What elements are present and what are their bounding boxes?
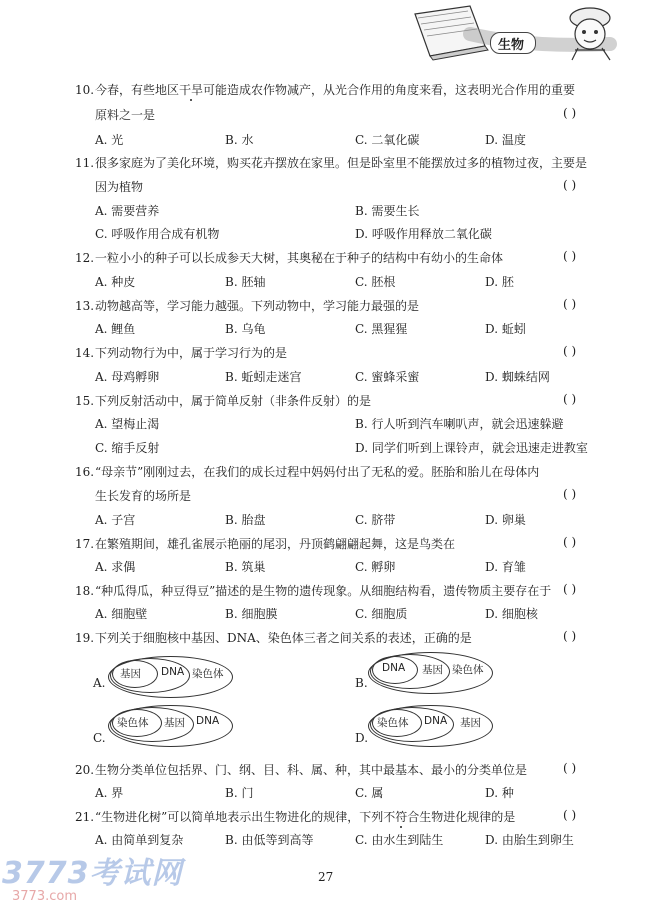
question-text: “生物进化树”可以简单地表示出生物进化的规律，下列 xyxy=(95,810,384,824)
mascot-icon xyxy=(560,4,622,62)
option-b[interactable]: B. 由低等到高等 xyxy=(225,833,314,847)
answer-bracket[interactable]: ( ) xyxy=(563,178,577,192)
question-text: 生物分类单位包括界、门、纲、目、科、属、种，其中最基本、最小的分类单位是 xyxy=(95,763,528,777)
option-c[interactable]: C. 由水生到陆生 xyxy=(355,833,444,847)
option-d[interactable]: D. 蚯蚓 xyxy=(485,322,526,336)
option-d[interactable]: D. 由胎生到卵生 xyxy=(485,833,574,847)
answer-bracket[interactable]: ( ) xyxy=(563,344,577,358)
question-number: 19. xyxy=(75,631,95,645)
question-text: “母亲节”刚刚过去，在我们的成长过程中妈妈付出了无私的爱。胚胎和胎儿在母体内 xyxy=(95,465,540,479)
answer-bracket[interactable]: ( ) xyxy=(563,808,577,822)
question-18 xyxy=(75,582,615,599)
question-number: 13. xyxy=(75,299,95,313)
option-c[interactable]: C. 孵卵 xyxy=(355,560,396,574)
question-number: 11. xyxy=(75,156,95,170)
question-17 xyxy=(75,535,615,552)
watermark xyxy=(2,858,183,904)
question-number: 15. xyxy=(75,394,95,408)
option-a[interactable]: A. 需要营养 xyxy=(95,204,160,218)
option-b[interactable]: B. 水 xyxy=(225,133,254,147)
answer-bracket[interactable]: ( ) xyxy=(563,392,577,406)
option-a[interactable]: A. 望梅止渴 xyxy=(95,417,160,431)
label-middle: DNA xyxy=(424,715,448,727)
option-a[interactable]: A. 细胞壁 xyxy=(95,607,148,621)
question-text: 可能造成农作物减产，从光合作用的角度来看，这表明光合作用的重要 xyxy=(203,83,576,97)
label-inner: 染色体 xyxy=(117,717,149,729)
option-d[interactable]: D. 温度 xyxy=(485,133,526,147)
question-text: “种瓜得瓜，种豆得豆”描述的是生物的遗传现象。从细胞结构看，遗传物质主要存在于 xyxy=(95,584,552,598)
option-a[interactable]: A. 由简单到复杂 xyxy=(95,833,184,847)
option-d[interactable]: D. 呼吸作用释放二氧化碳 xyxy=(355,227,492,241)
option-b[interactable]: B. 胚轴 xyxy=(225,275,266,289)
option-d[interactable]: D. 育雏 xyxy=(485,560,526,574)
question-text: 一粒小小的种子可以长成参天大树，其奥秘在于种子的结构中有幼小的生命体 xyxy=(95,251,504,265)
question-10-line2: 原料之一是 xyxy=(95,108,156,122)
label-outer: 染色体 xyxy=(452,664,484,676)
question-14 xyxy=(75,344,615,361)
question-number: 10. xyxy=(75,83,95,97)
option-b[interactable]: B. 门 xyxy=(225,786,254,800)
question-11 xyxy=(75,154,615,171)
option-d[interactable]: D. 胚 xyxy=(485,275,514,289)
option-c[interactable]: C. 蜜蜂采蜜 xyxy=(355,370,420,384)
emphasized-text: 不符合 xyxy=(383,810,420,824)
question-text: 今春，有些地区 xyxy=(95,83,180,97)
label-outer: 染色体 xyxy=(192,668,224,680)
question-text: 下列关于细胞核中基因、DNA、染色体三者之间关系的表述，正确的是 xyxy=(95,631,472,645)
question-number: 17. xyxy=(75,537,95,551)
answer-bracket[interactable]: ( ) xyxy=(563,535,577,549)
option-d[interactable]: D. 细胞核 xyxy=(485,607,538,621)
question-20 xyxy=(75,761,615,778)
diagram-c[interactable] xyxy=(108,705,233,747)
option-c[interactable]: C. 属 xyxy=(355,786,384,800)
option-d[interactable]: D. 种 xyxy=(485,786,514,800)
diagram-a-letter[interactable]: A. xyxy=(93,676,106,690)
diagram-a[interactable] xyxy=(108,656,233,698)
page-number: 27 xyxy=(318,870,334,884)
question-15 xyxy=(75,392,615,409)
question-number: 18. xyxy=(75,584,95,598)
diagram-d-letter[interactable]: D. xyxy=(355,731,369,745)
answer-bracket[interactable]: ( ) xyxy=(563,761,577,775)
question-16-line2: 生长发育的场所是 xyxy=(95,489,192,503)
option-c[interactable]: C. 缩手反射 xyxy=(95,441,160,455)
diagram-d[interactable] xyxy=(368,705,493,747)
diagram-b-letter[interactable]: B. xyxy=(355,676,368,690)
option-c[interactable]: C. 脐带 xyxy=(355,513,396,527)
header-decoration xyxy=(410,4,625,62)
answer-bracket[interactable]: ( ) xyxy=(563,629,577,643)
option-a[interactable]: A. 界 xyxy=(95,786,124,800)
question-number: 21. xyxy=(75,810,95,824)
option-d[interactable]: D. 蜘蛛结网 xyxy=(485,370,550,384)
answer-bracket[interactable]: ( ) xyxy=(563,582,577,596)
option-b[interactable]: B. 需要生长 xyxy=(355,204,420,218)
option-a[interactable]: A. 光 xyxy=(95,133,124,147)
label-middle: 基因 xyxy=(164,717,185,729)
question-19 xyxy=(75,629,615,646)
option-a[interactable]: A. 母鸡孵卵 xyxy=(95,370,160,384)
diagram-b[interactable] xyxy=(368,652,493,694)
label-outer: 基因 xyxy=(460,717,481,729)
question-13 xyxy=(75,297,615,314)
option-c[interactable]: C. 胚根 xyxy=(355,275,396,289)
option-c[interactable]: C. 黑猩猩 xyxy=(355,322,408,336)
option-d[interactable]: D. 同学们听到上课铃声，就会迅速走进教室 xyxy=(355,441,588,455)
question-number: 12. xyxy=(75,251,95,265)
label-outer: DNA xyxy=(196,715,220,727)
question-text: 动物越高等，学习能力越强。下列动物中，学习能力最强的是 xyxy=(95,299,420,313)
option-b[interactable]: B. 行人听到汽车喇叭声，就会迅速躲避 xyxy=(355,417,564,431)
answer-bracket[interactable]: ( ) xyxy=(563,487,577,501)
label-middle: 基因 xyxy=(422,664,443,676)
option-a[interactable]: A. 鲤鱼 xyxy=(95,322,136,336)
question-text: 在繁殖期间，雄孔雀展示艳丽的尾羽，丹顶鹤翩翩起舞，这是鸟类在 xyxy=(95,537,456,551)
answer-bracket[interactable]: ( ) xyxy=(563,249,577,263)
option-b[interactable]: B. 蚯蚓走迷宫 xyxy=(225,370,302,384)
question-text: 下列动物行为中，属于学习行为的是 xyxy=(95,346,288,360)
watermark-url: 3773.com xyxy=(12,889,77,904)
question-number: 20. xyxy=(75,763,95,777)
option-a[interactable]: A. 求偶 xyxy=(95,560,136,574)
question-21 xyxy=(75,808,615,825)
question-11-line2: 因为植物 xyxy=(95,180,144,194)
option-c[interactable]: C. 细胞质 xyxy=(355,607,408,621)
label-middle: DNA xyxy=(161,666,185,678)
option-a[interactable]: A. 种皮 xyxy=(95,275,136,289)
answer-bracket[interactable]: ( ) xyxy=(563,106,577,120)
watermark-logo: 3773考试网 xyxy=(2,856,183,891)
option-a[interactable]: A. 子宫 xyxy=(95,513,136,527)
option-b[interactable]: B. 乌龟 xyxy=(225,322,266,336)
emphasized-text: 干旱 xyxy=(179,83,204,97)
question-12 xyxy=(75,249,615,266)
question-text: 下列反射活动中，属于简单反射（非条件反射）的是 xyxy=(95,394,372,408)
question-number: 14. xyxy=(75,346,95,360)
subject-tag: 生物 xyxy=(498,38,525,53)
answer-bracket[interactable]: ( ) xyxy=(563,297,577,311)
question-text: 很多家庭为了美化环境，购买花卉摆放在家里。但是卧室里不能摆放过多的植物过夜，主要是 xyxy=(95,156,588,170)
label-inner: 基因 xyxy=(120,668,141,680)
option-b[interactable]: B. 筑巢 xyxy=(225,560,266,574)
option-d[interactable]: D. 卵巢 xyxy=(485,513,526,527)
option-c[interactable]: C. 二氧化碳 xyxy=(355,133,420,147)
option-b[interactable]: B. 细胞膜 xyxy=(225,607,278,621)
label-inner: DNA xyxy=(382,662,406,674)
label-inner: 染色体 xyxy=(377,717,409,729)
option-b[interactable]: B. 胎盘 xyxy=(225,513,266,527)
question-16 xyxy=(75,463,615,480)
diagram-c-letter[interactable]: C. xyxy=(93,731,106,745)
question-text: 生物进化规律的是 xyxy=(419,810,516,824)
option-c[interactable]: C. 呼吸作用合成有机物 xyxy=(95,227,220,241)
question-number: 16. xyxy=(75,465,95,479)
question-10 xyxy=(75,81,615,98)
